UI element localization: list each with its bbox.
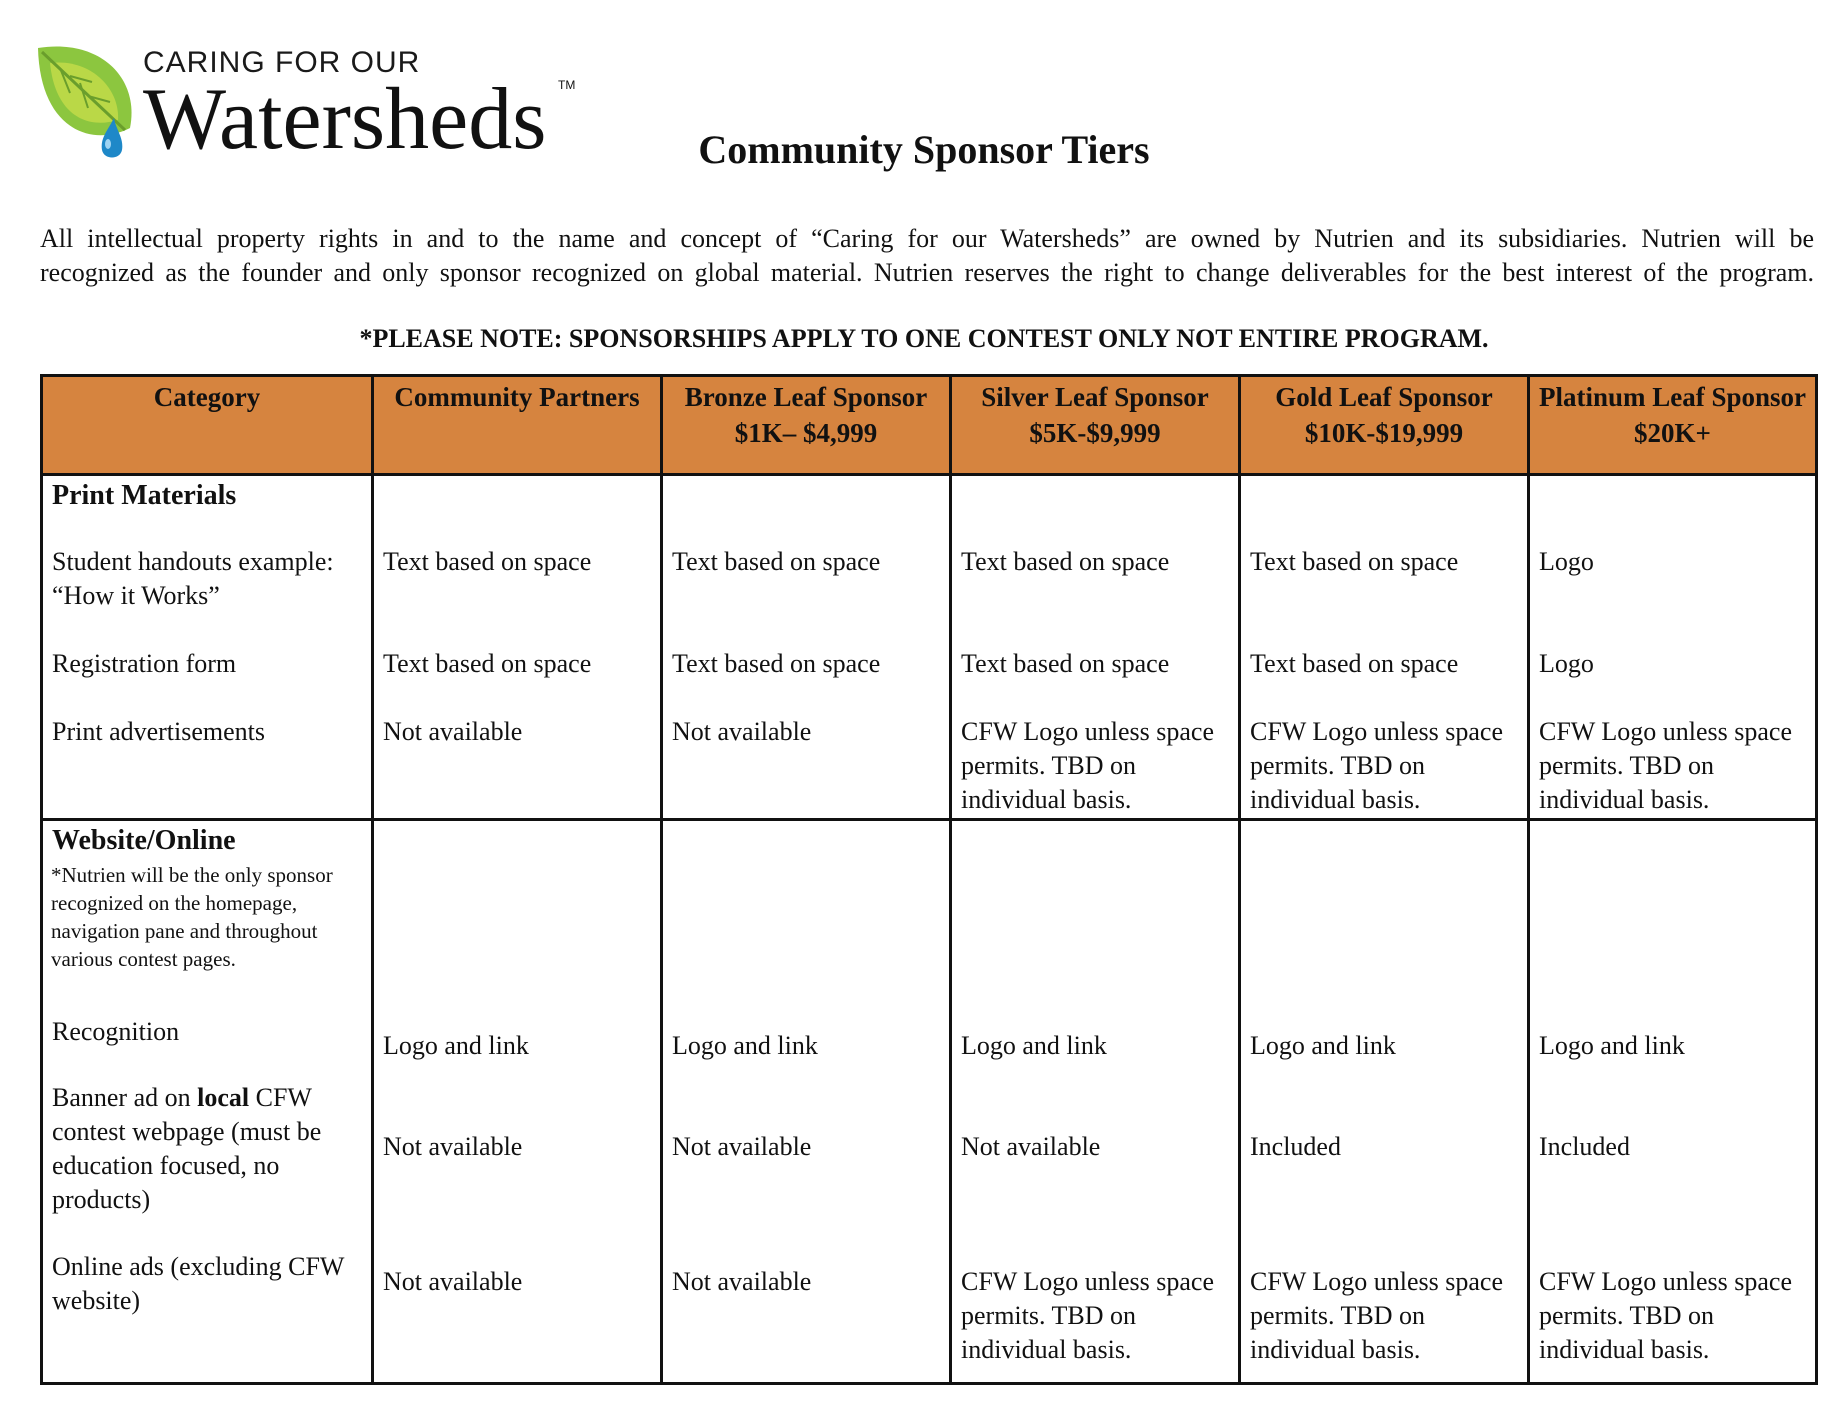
section-note: *Nutrien will be the only sponsor recognized on the homepage, navigation pane and throughout various contest pages. <box>51 863 333 971</box>
cell-value: Not available <box>383 1267 523 1296</box>
cell-value: Logo and link <box>672 1031 818 1060</box>
intro-paragraph <box>40 222 1814 290</box>
cell-value: CFW Logo unless space permits. TBD on individual basis. <box>961 717 1214 814</box>
header-category: Category <box>42 376 373 475</box>
cell-value: Logo and link <box>1250 1031 1396 1060</box>
cell-value: Text based on space <box>961 649 1170 678</box>
cell-value: Logo and link <box>383 1031 529 1060</box>
sponsor-tiers-table <box>40 374 1818 1385</box>
cell-value: Text based on space <box>383 649 592 678</box>
cell-value: Not available <box>672 1132 812 1161</box>
tier-cell <box>1529 475 1817 820</box>
cell-value: Included <box>1250 1132 1341 1161</box>
header-bronze: Bronze Leaf Sponsor $1K– $4,999 <box>662 376 951 475</box>
logo-main-text: Watersheds <box>143 71 547 168</box>
header-silver: Silver Leaf Sponsor $5K-$9,999 <box>951 376 1240 475</box>
cell-value: CFW Logo unless space permits. TBD on individual basis. <box>961 1267 1214 1364</box>
cell-value: Not available <box>672 1267 812 1296</box>
section-website-online <box>42 820 1817 1384</box>
section-title: Website/Online <box>52 825 236 856</box>
section-title: Print Materials <box>52 480 237 511</box>
cell-value: Included <box>1539 1132 1630 1161</box>
row-label: Registration form <box>52 649 237 678</box>
cell-value: Logo and link <box>961 1031 1107 1060</box>
row-label: Recognition <box>52 1017 180 1046</box>
cell-value: CFW Logo unless space permits. TBD on individual basis. <box>1539 717 1792 814</box>
cell-value: Not available <box>383 1132 523 1161</box>
cell-value: Not available <box>961 1132 1101 1161</box>
row-label: Online ads (excluding CFW website) <box>52 1252 344 1315</box>
tier-cell <box>1240 475 1529 820</box>
cell-value: CFW Logo unless space permits. TBD on individual basis. <box>1250 717 1503 814</box>
cell-value: Logo <box>1539 649 1594 678</box>
row-label: Print advertisements <box>52 717 266 746</box>
tier-cell <box>373 475 662 820</box>
cell-value: Text based on space <box>1250 547 1459 576</box>
intro-line-1: All intellectual property rights in and to the name and concept of “Caring for our Watersheds” are owned by Nutrien and its subsidiaries. Nutrien will be <box>40 224 1814 253</box>
category-cell <box>42 820 373 1384</box>
cell-value: CFW Logo unless space permits. TBD on individual basis. <box>1539 1267 1792 1364</box>
logo-top-text: CARING FOR OUR <box>143 46 421 79</box>
tier-cell <box>1240 820 1529 1384</box>
page-title: Community Sponsor Tiers <box>698 127 1150 172</box>
cell-value: Text based on space <box>961 547 1170 576</box>
header-platinum: Platinum Leaf Sponsor $20K+ <box>1529 376 1817 475</box>
sponsorship-note: *PLEASE NOTE: SPONSORSHIPS APPLY TO ONE CONTEST ONLY NOT ENTIRE PROGRAM. <box>359 324 1489 353</box>
tier-cell <box>662 475 951 820</box>
tier-cell <box>1529 820 1817 1384</box>
cell-value: Not available <box>383 717 523 746</box>
row-label: Student handouts example: “How it Works” <box>52 547 334 610</box>
tier-cell <box>373 820 662 1384</box>
cell-value: Logo and link <box>1539 1031 1685 1060</box>
trademark: TM <box>558 78 576 92</box>
category-cell <box>42 475 373 820</box>
cell-value: Not available <box>672 717 812 746</box>
tier-cell <box>662 820 951 1384</box>
intro-line-2: recognized as the founder and only sponsor recognized on global material. Nutrien reserves the right to change deliverables for the best interest of the program. <box>40 258 1814 287</box>
cell-value: Text based on space <box>383 547 592 576</box>
tier-cell <box>951 475 1240 820</box>
cell-value: Text based on space <box>672 547 881 576</box>
header-gold: Gold Leaf Sponsor $10K-$19,999 <box>1240 376 1529 475</box>
cell-value: Text based on space <box>1250 649 1459 678</box>
table-header-row <box>42 376 1817 475</box>
row-label: Banner ad on local CFW contest webpage (must be education focused, no products) <box>52 1083 322 1214</box>
cell-value: Text based on space <box>672 649 881 678</box>
tier-cell <box>951 820 1240 1384</box>
cell-value: Logo <box>1539 547 1594 576</box>
section-print-materials <box>42 475 1817 820</box>
cell-value: CFW Logo unless space permits. TBD on individual basis. <box>1250 1267 1503 1364</box>
header-community-partners: Community Partners <box>373 376 662 475</box>
